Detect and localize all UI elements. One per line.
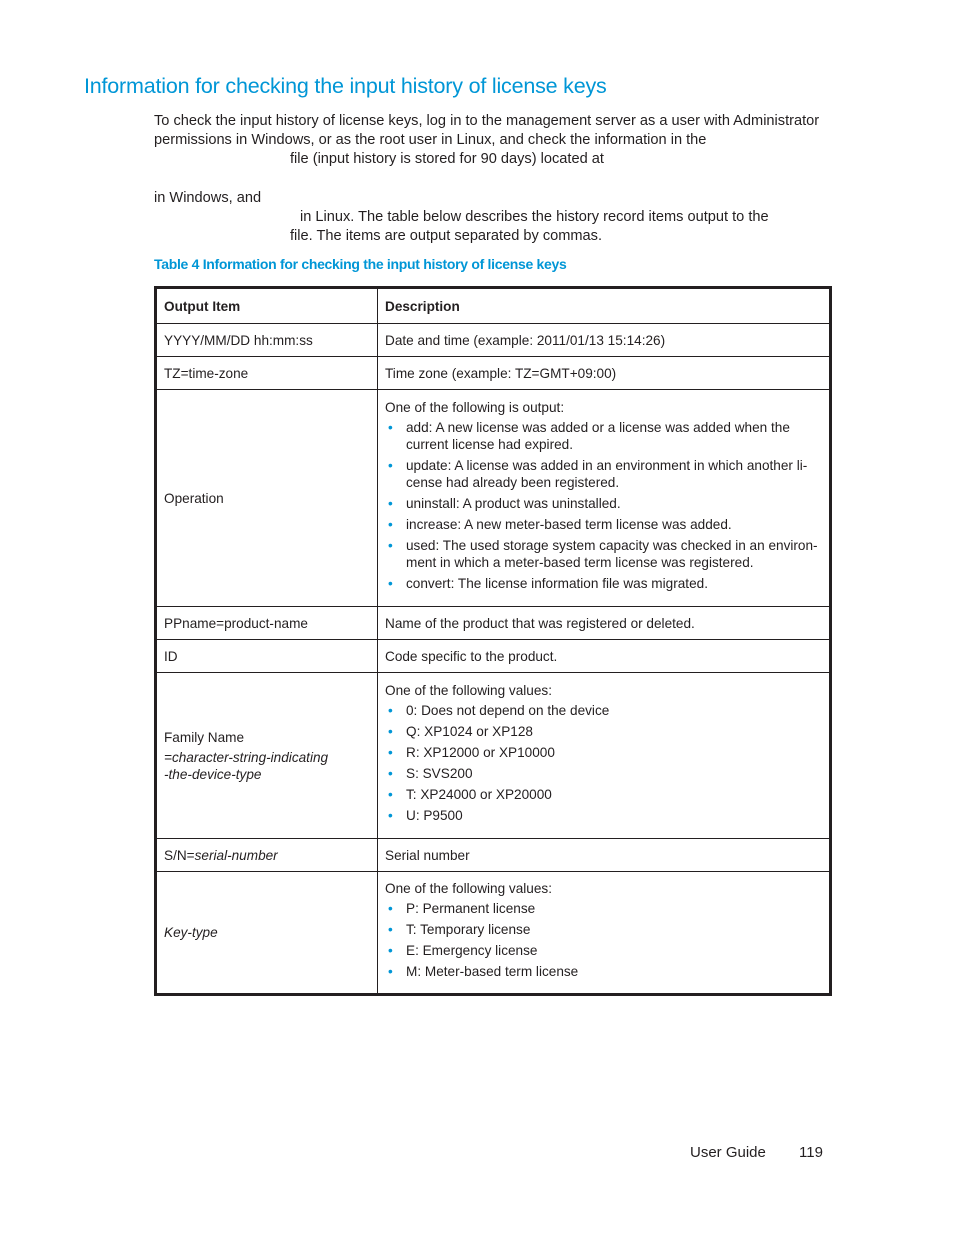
description-intro: One of the following is output: xyxy=(385,399,565,415)
list-item: • used: The used storage system capacity was checked in an environ-ment in which a meter-based term license was registered. xyxy=(385,537,822,571)
paragraph-line: file. The items are output separated by commas. xyxy=(290,228,603,244)
output-item-cell: PPname=product-name xyxy=(156,607,378,640)
list-item: • convert: The license information file was migrated. xyxy=(385,575,822,592)
output-item-cell: ID xyxy=(156,640,378,673)
output-item-line: Family Name xyxy=(164,729,245,745)
description-cell xyxy=(378,872,831,995)
table-row xyxy=(156,324,831,357)
table-row xyxy=(156,357,831,390)
output-item-line: -the-device-type xyxy=(164,766,262,782)
description-cell: Serial number xyxy=(378,839,831,872)
bullet-list xyxy=(385,419,822,592)
list-item: • P: Permanent license xyxy=(385,900,822,917)
table-row xyxy=(156,390,831,607)
column-header-output-item: Output Item xyxy=(156,288,378,324)
description-intro: One of the following values: xyxy=(385,682,553,698)
bullet-list xyxy=(385,900,822,980)
table-header-row xyxy=(156,288,831,324)
description-cell: Name of the product that was registered or deleted. xyxy=(378,607,831,640)
list-item: • U: P9500 xyxy=(385,807,822,824)
output-item-cell: TZ=time-zone xyxy=(156,357,378,390)
output-item-cell xyxy=(156,673,378,839)
list-item: • M: Meter-based term license xyxy=(385,963,822,980)
table-row xyxy=(156,607,831,640)
output-item-line: =character-string-indicating xyxy=(164,749,329,765)
bullet-list xyxy=(385,702,822,824)
paragraph-line: file (input history is stored for 90 days) located at xyxy=(290,151,604,167)
license-history-table xyxy=(154,286,832,996)
paragraph-line: To check the input history of license keys, log in to the management server as a user with Administrator xyxy=(154,113,820,129)
description-cell: Date and time (example: 2011/01/13 15:14:26) xyxy=(378,324,831,357)
footer-label: User Guide xyxy=(690,1144,766,1161)
table-row xyxy=(156,640,831,673)
paragraph-line: in Windows, and xyxy=(154,190,262,206)
output-item-cell xyxy=(156,839,378,872)
description-cell xyxy=(378,673,831,839)
list-item: • add: A new license was added or a license was added when the current license had expired. xyxy=(385,419,822,453)
description-cell: Time zone (example: TZ=GMT+09:00) xyxy=(378,357,831,390)
page-number: 119 xyxy=(799,1144,823,1161)
body-paragraph xyxy=(154,112,834,252)
table-caption: Table 4 Information for checking the input history of license keys xyxy=(154,256,567,272)
description-intro: One of the following values: xyxy=(385,880,553,896)
table-row xyxy=(156,872,831,995)
description-cell xyxy=(378,390,831,607)
list-item: • 0: Does not depend on the device xyxy=(385,702,822,719)
list-item: • T: Temporary license xyxy=(385,921,822,938)
table-row xyxy=(156,839,831,872)
list-item: • S: SVS200 xyxy=(385,765,822,782)
output-item-italic: serial-number xyxy=(194,847,278,863)
column-header-description: Description xyxy=(378,288,831,324)
output-item-cell: Key-type xyxy=(156,872,378,995)
output-item-prefix: S/N= xyxy=(164,847,195,863)
list-item: • E: Emergency license xyxy=(385,942,822,959)
description-cell: Code specific to the product. xyxy=(378,640,831,673)
list-item: • Q: XP1024 or XP128 xyxy=(385,723,822,740)
list-item: • R: XP12000 or XP10000 xyxy=(385,744,822,761)
output-item-cell: Operation xyxy=(156,390,378,607)
table-row xyxy=(156,673,831,839)
paragraph-line: in Linux. The table below describes the history record items output to the xyxy=(300,209,769,225)
paragraph-line: permissions in Windows, or as the root user in Linux, and check the information in the xyxy=(154,132,707,148)
page-heading: Information for checking the input history of license keys xyxy=(84,74,607,98)
output-item-cell: YYYY/MM/DD hh:mm:ss xyxy=(156,324,378,357)
list-item: • increase: A new meter-based term license was added. xyxy=(385,516,822,533)
list-item: • uninstall: A product was uninstalled. xyxy=(385,495,822,512)
list-item: • T: XP24000 or XP20000 xyxy=(385,786,822,803)
list-item: • update: A license was added in an environment in which another li-cense had already been registered. xyxy=(385,457,822,491)
